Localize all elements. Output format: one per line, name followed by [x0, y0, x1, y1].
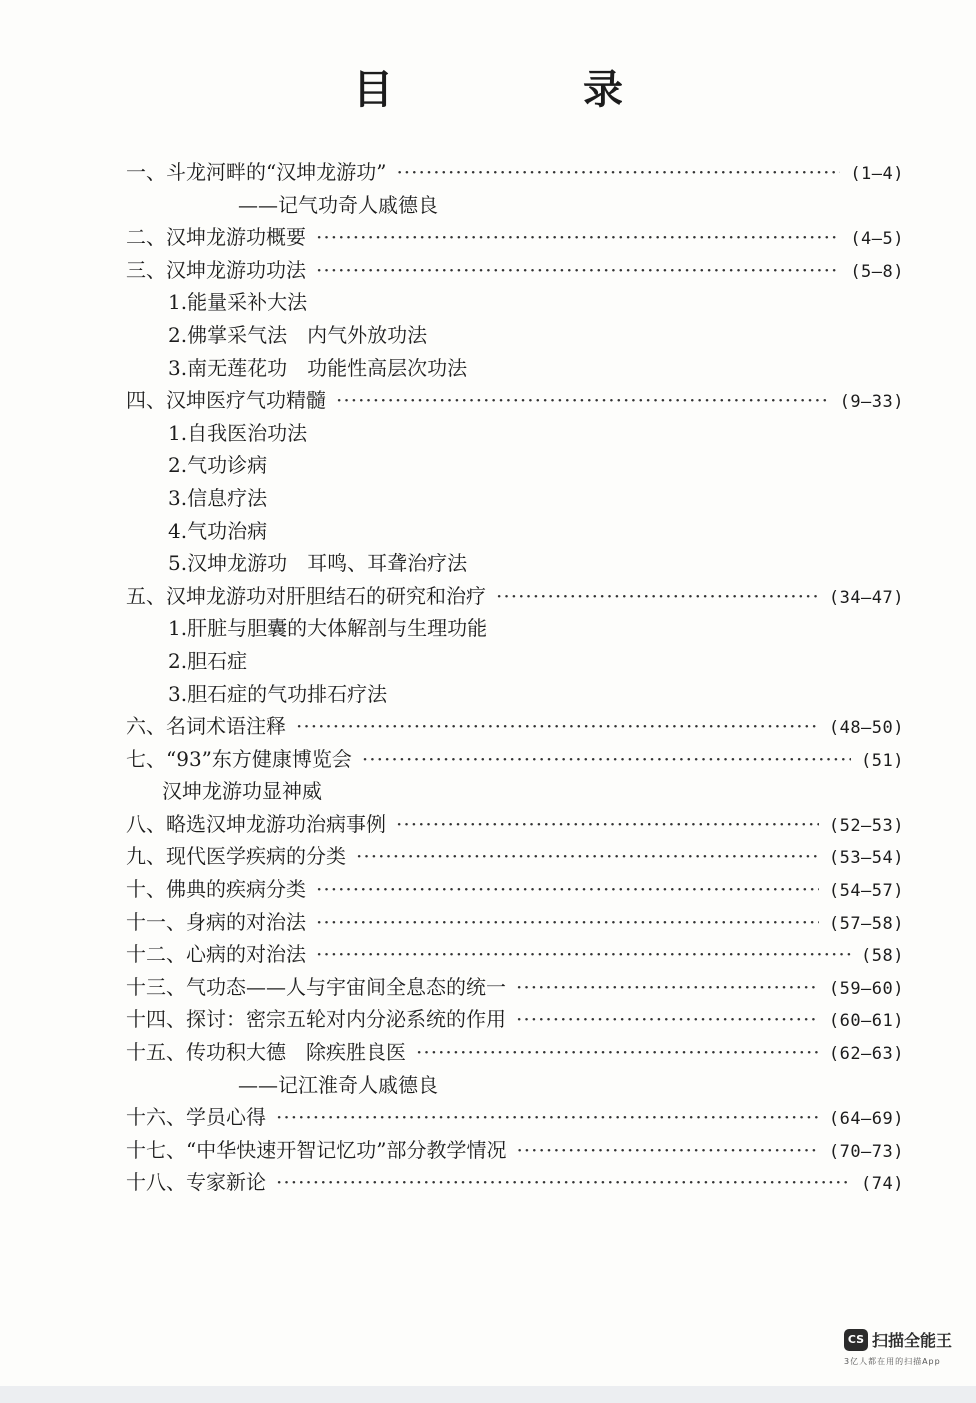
toc-entry-label: 十四、探讨：密宗五轮对内分泌系统的作用 [126, 1007, 506, 1032]
toc-entry-label: 1.肝脏与胆囊的大体解剖与生理功能 [168, 616, 488, 641]
toc-entry-label: 十八、专家新论 [126, 1170, 266, 1195]
toc-entry [126, 286, 904, 319]
toc-entry [126, 971, 904, 1004]
toc-entry [126, 1166, 904, 1199]
toc-entry [126, 775, 904, 808]
toc-entry-label: ——记江淮奇人戚德良 [238, 1072, 438, 1097]
toc-entry-pages: (52—53) [828, 815, 904, 836]
toc-entry-pages: (5—8) [850, 261, 904, 282]
dot-leader [276, 1101, 819, 1134]
toc-entry [126, 580, 904, 613]
dot-leader [496, 580, 819, 613]
toc-entry-label: ——记气功奇人戚德良 [238, 192, 438, 217]
toc-entry [126, 417, 904, 450]
watermark-tagline: 3亿人都在用的扫描App [844, 1357, 941, 1366]
toc-entry-label: 十六、学员心得 [126, 1105, 266, 1130]
toc-entry [126, 482, 904, 515]
scanner-watermark [844, 1328, 964, 1367]
toc-entry-pages: (1—4) [850, 164, 904, 184]
dot-leader [396, 156, 840, 189]
toc-entry-label: 3.南无莲花功 功能性高层次功法 [168, 355, 468, 380]
table-of-contents [126, 156, 904, 1199]
toc-entry [126, 1069, 904, 1102]
toc-entry-label: 九、现代医学疾病的分类 [126, 844, 346, 869]
toc-entry-pages: (48—50) [828, 718, 904, 739]
toc-entry-label: 十三、气功态——人与宇宙间全息态的统一 [126, 974, 506, 999]
dot-leader [516, 1134, 818, 1167]
toc-entry-label: 十七、“中华快速开智记忆功”部分教学情况 [126, 1137, 507, 1162]
dot-leader [296, 710, 819, 743]
toc-entry-pages: (4—5) [850, 229, 904, 250]
toc-entry-label: 1.能量采补大法 [168, 290, 308, 315]
toc-entry-label: 五、汉坤龙游功对肝胆结石的研究和治疗 [126, 583, 486, 608]
toc-entry-label: 十、佛典的疾病分类 [126, 877, 306, 902]
dot-leader [416, 1036, 819, 1069]
toc-title: 目 录 [353, 66, 711, 113]
toc-entry-label: 十二、心病的对治法 [126, 942, 306, 967]
toc-entry-label: 3.胆石症的气功排石疗法 [168, 681, 388, 706]
viewer-bottom-bar [0, 1386, 976, 1403]
toc-entry-pages: (58) [861, 946, 904, 967]
toc-entry-pages: (60—61) [828, 1011, 904, 1032]
toc-entry [126, 808, 904, 841]
toc-entry [126, 645, 904, 678]
toc-entry-pages: (54—57) [828, 881, 904, 902]
dot-leader [356, 840, 819, 873]
toc-entry-pages: (51) [861, 750, 904, 771]
toc-entry-label: 2.佛掌采气法 内气外放功法 [168, 322, 428, 347]
dot-leader [316, 938, 851, 971]
dot-leader [316, 873, 819, 906]
toc-entry-pages: (59—60) [828, 978, 904, 999]
camscanner-logo-icon: CS [844, 1329, 868, 1351]
toc-entry [126, 221, 904, 254]
toc-entry-label: 1.自我医治功法 [168, 420, 308, 445]
toc-entry [126, 515, 904, 548]
toc-entry-pages: (53—54) [828, 848, 904, 869]
toc-entry [126, 352, 904, 385]
toc-entry [126, 384, 904, 417]
watermark-brand: 扫描全能王 [872, 1331, 953, 1350]
toc-entry-label: 十一、身病的对治法 [126, 909, 306, 934]
dot-leader [316, 906, 819, 939]
toc-entry [126, 938, 904, 971]
toc-entry-label: 2.胆石症 [168, 648, 248, 673]
toc-entry [126, 710, 904, 743]
toc-entry-label: 四、汉坤医疗气功精髓 [126, 388, 326, 413]
dot-leader [516, 971, 819, 1004]
toc-entry [126, 743, 904, 776]
dot-leader [316, 254, 840, 287]
toc-entry [126, 1101, 904, 1134]
toc-entry-label: 5.汉坤龙游功 耳鸣、耳聋治疗法 [168, 551, 468, 576]
toc-entry-pages: (74) [861, 1174, 904, 1195]
toc-entry [126, 873, 904, 906]
toc-entry-label: 八、略选汉坤龙游功治病事例 [126, 811, 386, 836]
dot-leader [516, 1003, 819, 1036]
toc-entry-label: 一、斗龙河畔的“汉坤龙游功” [126, 160, 387, 184]
toc-entry [126, 1134, 904, 1167]
toc-entry-label: 十五、传功积大德 除疾胜良医 [126, 1040, 406, 1065]
toc-entry [126, 319, 904, 352]
toc-entry-pages: (9—33) [839, 392, 904, 413]
toc-entry [126, 1003, 904, 1036]
toc-entry-label: 七、“93”东方健康博览会 [126, 746, 352, 771]
toc-entry [126, 1036, 904, 1069]
toc-entry-pages: (57—58) [828, 913, 904, 934]
toc-entry-label: 二、汉坤龙游功概要 [126, 225, 306, 250]
dot-leader [316, 221, 840, 254]
toc-entry-label: 三、汉坤龙游功功法 [126, 257, 306, 282]
dot-leader [362, 743, 851, 776]
toc-entry [126, 449, 904, 482]
dot-leader [396, 808, 819, 841]
toc-entry-pages: (64—69) [828, 1109, 904, 1130]
toc-entry [126, 547, 904, 580]
toc-entry-pages: (70—73) [828, 1141, 904, 1162]
toc-entry [126, 840, 904, 873]
toc-entry [126, 156, 904, 189]
toc-entry [126, 678, 904, 711]
dot-leader [276, 1166, 851, 1199]
toc-entry-label: 3.信息疗法 [168, 485, 268, 510]
dot-leader [336, 384, 830, 417]
toc-entry-label: 汉坤龙游功显神威 [162, 779, 322, 804]
toc-entry [126, 612, 904, 645]
toc-entry-label: 2.气功诊病 [168, 453, 268, 478]
toc-entry [126, 254, 904, 287]
toc-entry-label: 六、名词术语注释 [126, 714, 286, 739]
toc-entry [126, 906, 904, 939]
toc-entry-pages: (34—47) [828, 587, 904, 608]
toc-entry-label: 4.气功治病 [168, 518, 268, 543]
toc-entry [126, 189, 904, 222]
toc-entry-pages: (62—63) [828, 1044, 904, 1065]
